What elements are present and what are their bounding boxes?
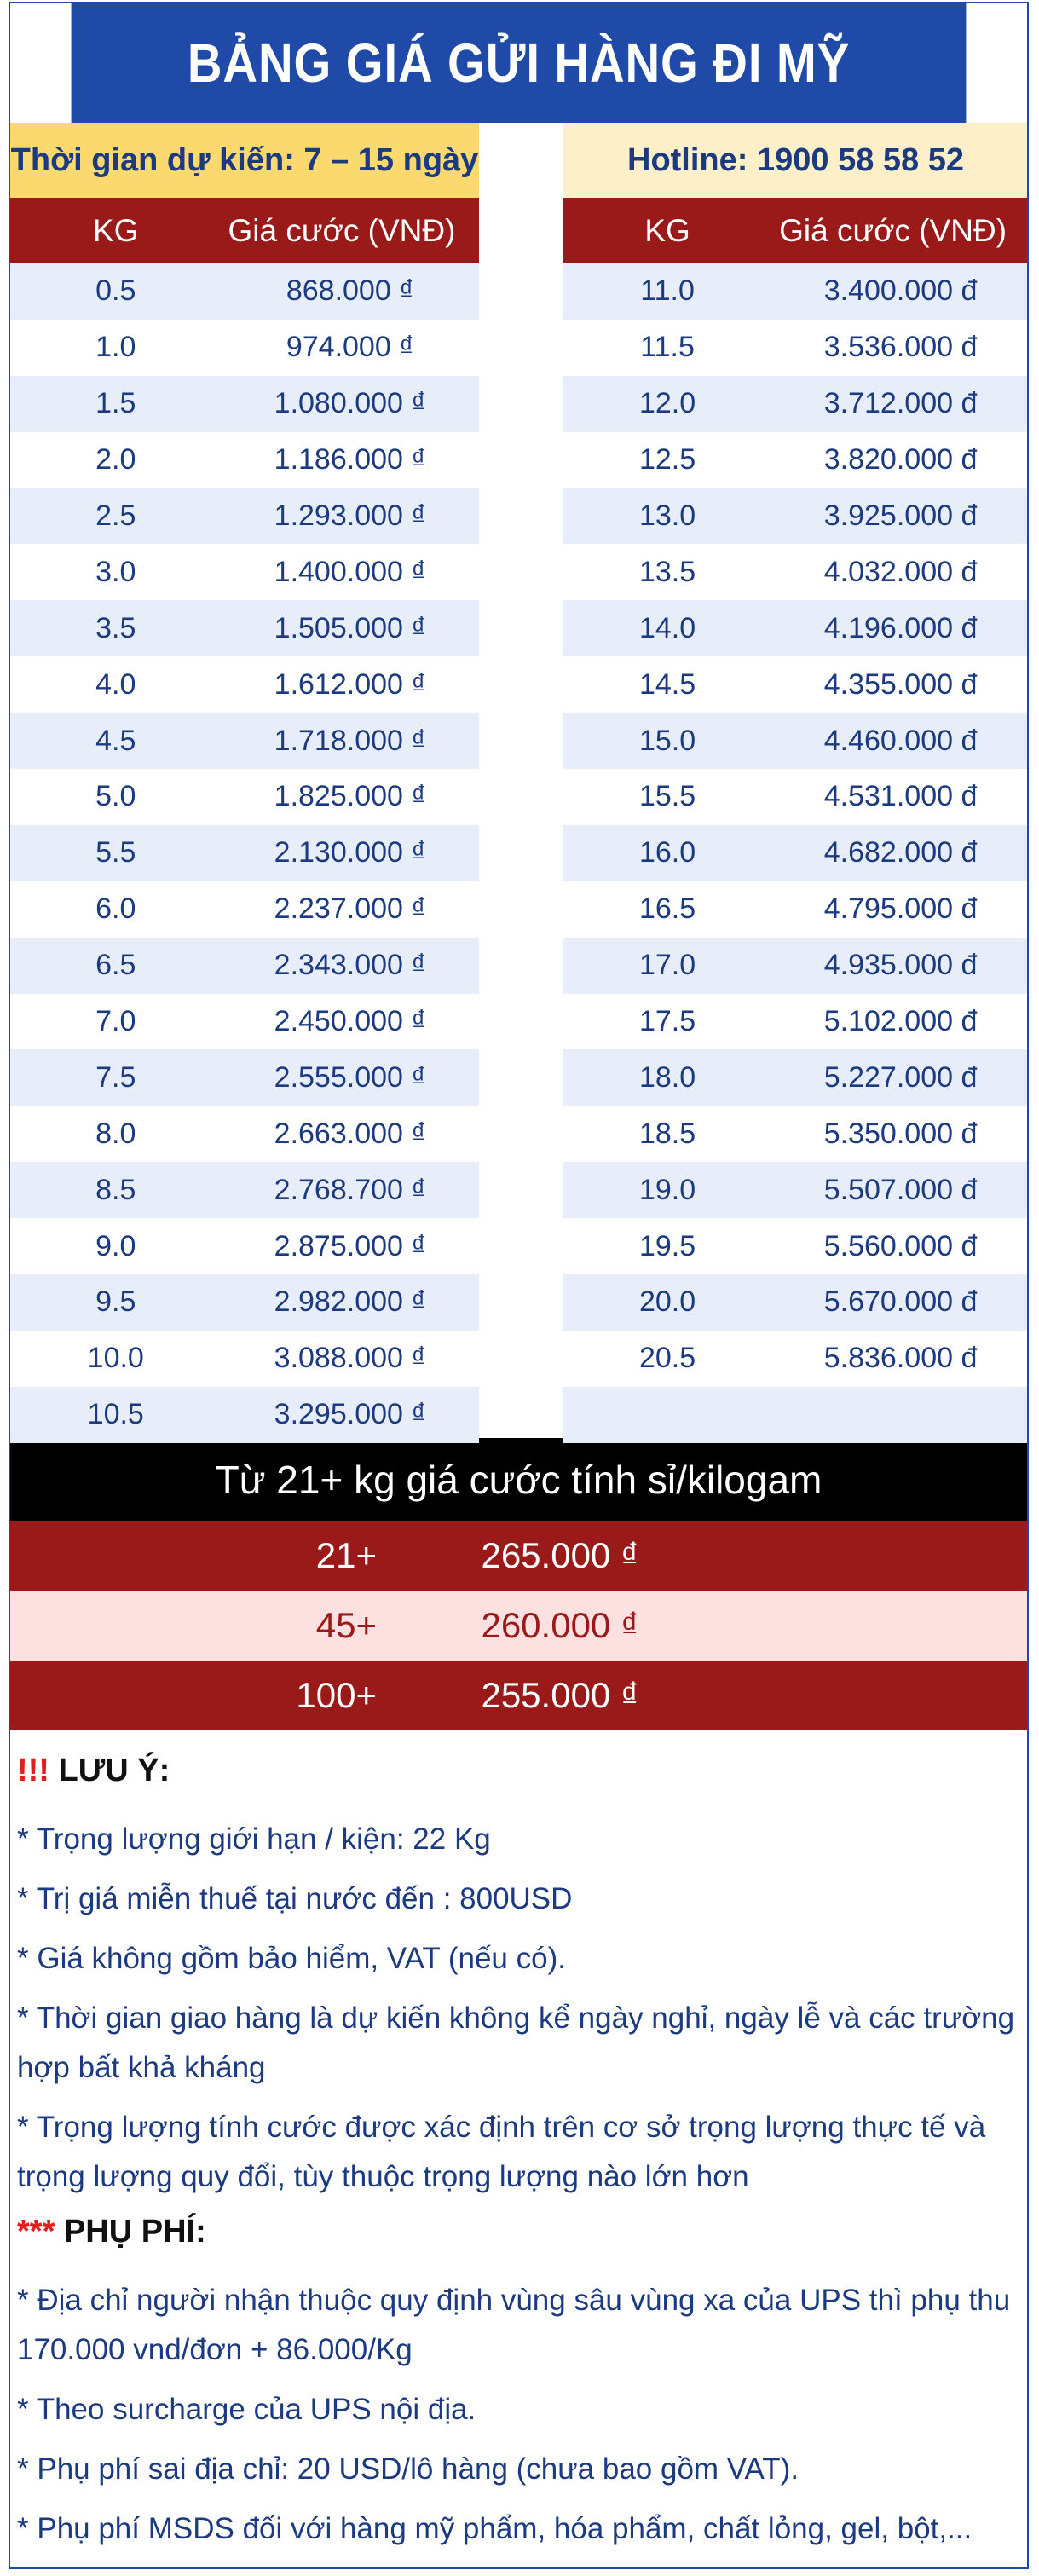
- table-row: [10, 600, 479, 656]
- kg-cell: 6.0: [95, 892, 136, 926]
- price-cell: 1.612.000 ₫: [274, 667, 426, 701]
- kg-cell: 3.0: [95, 555, 136, 588]
- kg-cell: 17.5: [638, 1005, 696, 1038]
- table-row: [10, 1049, 479, 1106]
- price-cell: 2.982.000 ₫: [274, 1285, 426, 1319]
- table-row: [563, 1049, 1029, 1106]
- price-cell: 1.400.000 ₫: [274, 555, 426, 588]
- warning-mark: !!!: [17, 1753, 49, 1788]
- bulk-row: [10, 1591, 1027, 1661]
- price-cell: 1.293.000 ₫: [274, 500, 426, 532]
- kg-cell: 8.0: [95, 1117, 136, 1150]
- price-tables: [10, 198, 1027, 1438]
- price-cell: 3.820.000 đ: [823, 443, 978, 477]
- bulk-price-cell: 260.000 ₫: [481, 1605, 639, 1645]
- kg-cell: 5.5: [95, 836, 136, 869]
- table-row: [10, 656, 479, 713]
- price-cell: 4.460.000 đ: [823, 724, 978, 757]
- price-cell: 5.350.000 đ: [823, 1117, 978, 1150]
- kg-cell: 14.5: [638, 667, 696, 701]
- table-header: [10, 198, 479, 263]
- kg-cell: 19.0: [638, 1173, 696, 1206]
- table-row-empty: [563, 1387, 1029, 1443]
- bulk-row: [10, 1661, 1027, 1730]
- bulk-table: [10, 1521, 1027, 1730]
- kg-cell: 10.0: [87, 1342, 144, 1375]
- price-cell: 1.080.000 ₫: [274, 387, 426, 420]
- table-row: [10, 1106, 479, 1162]
- column-header-price: Giá cước (VNĐ): [779, 212, 1007, 248]
- table-row: [10, 263, 479, 320]
- price-table-right: [563, 198, 1029, 1443]
- surcharge-item: * Theo surcharge của UPS nội địa.: [17, 2393, 476, 2426]
- kg-cell: 1.5: [95, 387, 136, 420]
- surcharge-item: * Phụ phí MSDS đối với hàng mỹ phẩm, hóa phẩm, chất lỏng, gel, bột,...: [17, 2512, 973, 2545]
- table-row: [563, 263, 1029, 320]
- table-header: [563, 198, 1029, 263]
- table-row: [10, 1387, 479, 1443]
- table-row: [563, 881, 1029, 938]
- price-cell: 974.000 ₫: [286, 331, 414, 364]
- price-cell: 4.795.000 đ: [823, 892, 978, 926]
- bulk-kg-cell: 45+: [315, 1605, 377, 1645]
- column-header-kg: KG: [644, 212, 690, 248]
- price-cell: 1.505.000 ₫: [274, 611, 426, 644]
- bulk-kg-cell: 100+: [296, 1675, 377, 1715]
- price-cell: 4.032.000 đ: [823, 555, 978, 588]
- bulk-price-cell: 255.000 ₫: [481, 1675, 639, 1715]
- table-row: [563, 1274, 1029, 1331]
- kg-cell: 16.0: [638, 836, 696, 869]
- table-row: [563, 769, 1029, 825]
- price-cell: 4.531.000 đ: [823, 780, 978, 813]
- kg-cell: 4.5: [95, 724, 136, 757]
- price-cell: 2.343.000 ₫: [274, 949, 426, 982]
- kg-cell: 13.5: [638, 555, 696, 588]
- kg-cell: 17.0: [638, 949, 696, 982]
- kg-cell: 4.0: [95, 667, 136, 701]
- price-cell: 5.102.000 đ: [823, 1005, 978, 1038]
- kg-cell: 9.0: [95, 1229, 136, 1262]
- table-row: [10, 1274, 479, 1331]
- kg-cell: 10.5: [87, 1398, 144, 1431]
- price-cell: 2.768.700 ₫: [274, 1173, 426, 1206]
- price-cell: 5.560.000 đ: [823, 1229, 978, 1262]
- table-row: [10, 432, 479, 488]
- page-title: BẢNG GIÁ GỬI HÀNG ĐI MỸ: [72, 3, 967, 123]
- price-cell: 2.237.000 ₫: [274, 892, 426, 926]
- price-cell: 3.088.000 ₫: [274, 1342, 426, 1375]
- hotline-badge[interactable]: Hotline: 1900 58 58 52: [563, 123, 1029, 198]
- notes-section: [10, 1730, 1027, 2554]
- kg-cell: 18.0: [638, 1060, 696, 1094]
- table-row: [563, 713, 1029, 769]
- kg-cell: 9.5: [95, 1285, 136, 1319]
- surcharge-heading: [17, 2214, 1020, 2250]
- kg-cell: 5.0: [95, 780, 136, 813]
- table-row: [10, 881, 479, 938]
- price-cell: 4.935.000 đ: [823, 949, 978, 982]
- transit-time-badge: Thời gian dự kiến: 7 – 15 ngày: [10, 123, 479, 198]
- surcharge-heading-label: PHỤ PHÍ:: [63, 2214, 206, 2250]
- price-table-left: [10, 198, 479, 1443]
- table-row: [10, 544, 479, 600]
- price-cell: 3.712.000 đ: [823, 387, 978, 420]
- table-row: [563, 938, 1029, 994]
- table-row: [10, 938, 479, 994]
- table-row: [10, 320, 479, 376]
- kg-cell: 3.5: [95, 611, 136, 644]
- price-cell: 1.186.000 ₫: [274, 443, 426, 477]
- kg-cell: 12.5: [638, 443, 696, 477]
- table-row: [10, 1331, 479, 1387]
- table-row: [563, 544, 1029, 600]
- table-row: [10, 1218, 479, 1274]
- price-cell: 2.875.000 ₫: [274, 1229, 426, 1262]
- kg-cell: 7.5: [95, 1060, 136, 1094]
- kg-cell: 18.5: [638, 1117, 696, 1150]
- bulk-kg-cell: 21+: [315, 1535, 377, 1575]
- price-cell: 5.227.000 đ: [823, 1060, 978, 1094]
- price-cell: 4.196.000 đ: [823, 611, 978, 644]
- kg-cell: 11.5: [640, 331, 695, 364]
- kg-cell: 15.0: [638, 724, 696, 757]
- note-item: * Trọng lượng giới hạn / kiện: 22 Kg: [17, 1822, 491, 1856]
- kg-cell: 12.0: [638, 387, 696, 420]
- kg-cell: 2.0: [95, 443, 136, 477]
- bulk-price-cell: 265.000 ₫: [481, 1535, 639, 1575]
- price-cell: 2.555.000 ₫: [274, 1060, 426, 1094]
- kg-cell: 2.5: [95, 500, 136, 532]
- kg-cell: 16.5: [638, 892, 696, 926]
- price-cell: 2.130.000 ₫: [274, 836, 426, 869]
- table-row: [10, 376, 479, 432]
- price-cell: 4.355.000 đ: [823, 667, 978, 701]
- kg-cell: 7.0: [95, 1005, 136, 1038]
- price-cell: 3.925.000 đ: [823, 500, 978, 532]
- kg-cell: 20.5: [638, 1342, 696, 1375]
- surcharge-mark: ***: [17, 2214, 55, 2250]
- table-row: [563, 432, 1029, 488]
- kg-cell: 11.0: [640, 274, 695, 308]
- column-header-kg: KG: [93, 212, 139, 248]
- table-row: [10, 825, 479, 881]
- notes-heading: [17, 1753, 1020, 1789]
- surcharge-list: [17, 2276, 1020, 2554]
- note-item: * Trọng lượng tính cước được xác định trên cơ sở trọng lượng thực tế và trọng lượng quy đổi, tùy thuộc trọng lượng nào lớn hơn: [17, 2111, 986, 2193]
- table-row: [10, 488, 479, 545]
- note-item: * Giá không gồm bảo hiểm, VAT (nếu có).: [17, 1942, 566, 1975]
- kg-cell: 1.0: [95, 331, 136, 364]
- price-cell: 1.718.000 ₫: [274, 724, 426, 757]
- table-row: [563, 1218, 1029, 1274]
- table-row: [563, 600, 1029, 656]
- notes-heading-label: LƯU Ý:: [58, 1753, 170, 1788]
- price-cell: 5.507.000 đ: [823, 1173, 978, 1206]
- kg-cell: 6.5: [95, 949, 136, 982]
- price-cell: 2.663.000 ₫: [274, 1117, 426, 1150]
- table-row: [563, 488, 1029, 545]
- kg-cell: 15.5: [638, 780, 696, 813]
- note-item: * Thời gian giao hàng là dự kiến không kể ngày nghỉ, ngày lễ và các trường hợp bất khả kháng: [17, 2001, 1015, 2084]
- kg-cell: 20.0: [638, 1285, 696, 1319]
- kg-cell: 14.0: [638, 611, 696, 644]
- price-cell: 5.836.000 đ: [823, 1342, 978, 1375]
- price-cell: 868.000 ₫: [286, 274, 414, 308]
- price-cell: 3.536.000 đ: [823, 331, 978, 364]
- surcharge-item: * Địa chỉ người nhận thuộc quy định vùng sâu vùng xa của UPS thì phụ thu 170.000 vnd/đơn + 86.000/Kg: [17, 2284, 1011, 2366]
- price-cell: 5.670.000 đ: [823, 1285, 978, 1319]
- price-cell: 1.825.000 ₫: [274, 780, 426, 813]
- notes-list: [17, 1815, 1020, 2202]
- bulk-row: [10, 1521, 1027, 1591]
- table-row: [563, 1162, 1029, 1218]
- kg-cell: 13.0: [638, 500, 696, 532]
- table-row: [563, 320, 1029, 376]
- table-row: [563, 656, 1029, 713]
- price-cell: 3.295.000 ₫: [274, 1398, 426, 1431]
- table-row: [563, 1106, 1029, 1162]
- info-row: [10, 123, 1027, 198]
- bulk-heading: Từ 21+ kg giá cước tính sỉ/kilogam: [10, 1438, 1027, 1521]
- table-row: [563, 1331, 1029, 1387]
- price-sheet: [9, 2, 1029, 2569]
- table-row: [10, 1162, 479, 1218]
- table-row: [10, 713, 479, 769]
- kg-cell: 0.5: [95, 274, 136, 308]
- surcharge-item: * Phụ phí sai địa chỉ: 20 USD/lô hàng (chưa bao gồm VAT).: [17, 2452, 799, 2486]
- kg-cell: 19.5: [638, 1229, 696, 1262]
- table-row: [563, 376, 1029, 432]
- note-item: * Trị giá miễn thuế tại nước đến : 800USD: [17, 1882, 573, 1915]
- price-cell: 2.450.000 ₫: [274, 1005, 426, 1038]
- table-row: [563, 825, 1029, 881]
- table-row: [10, 769, 479, 825]
- kg-cell: 8.5: [95, 1173, 136, 1206]
- column-header-price: Giá cước (VNĐ): [228, 212, 456, 248]
- price-cell: 4.682.000 đ: [823, 836, 978, 869]
- price-cell: 3.400.000 đ: [823, 274, 978, 308]
- table-row: [563, 994, 1029, 1050]
- table-row: [10, 994, 479, 1050]
